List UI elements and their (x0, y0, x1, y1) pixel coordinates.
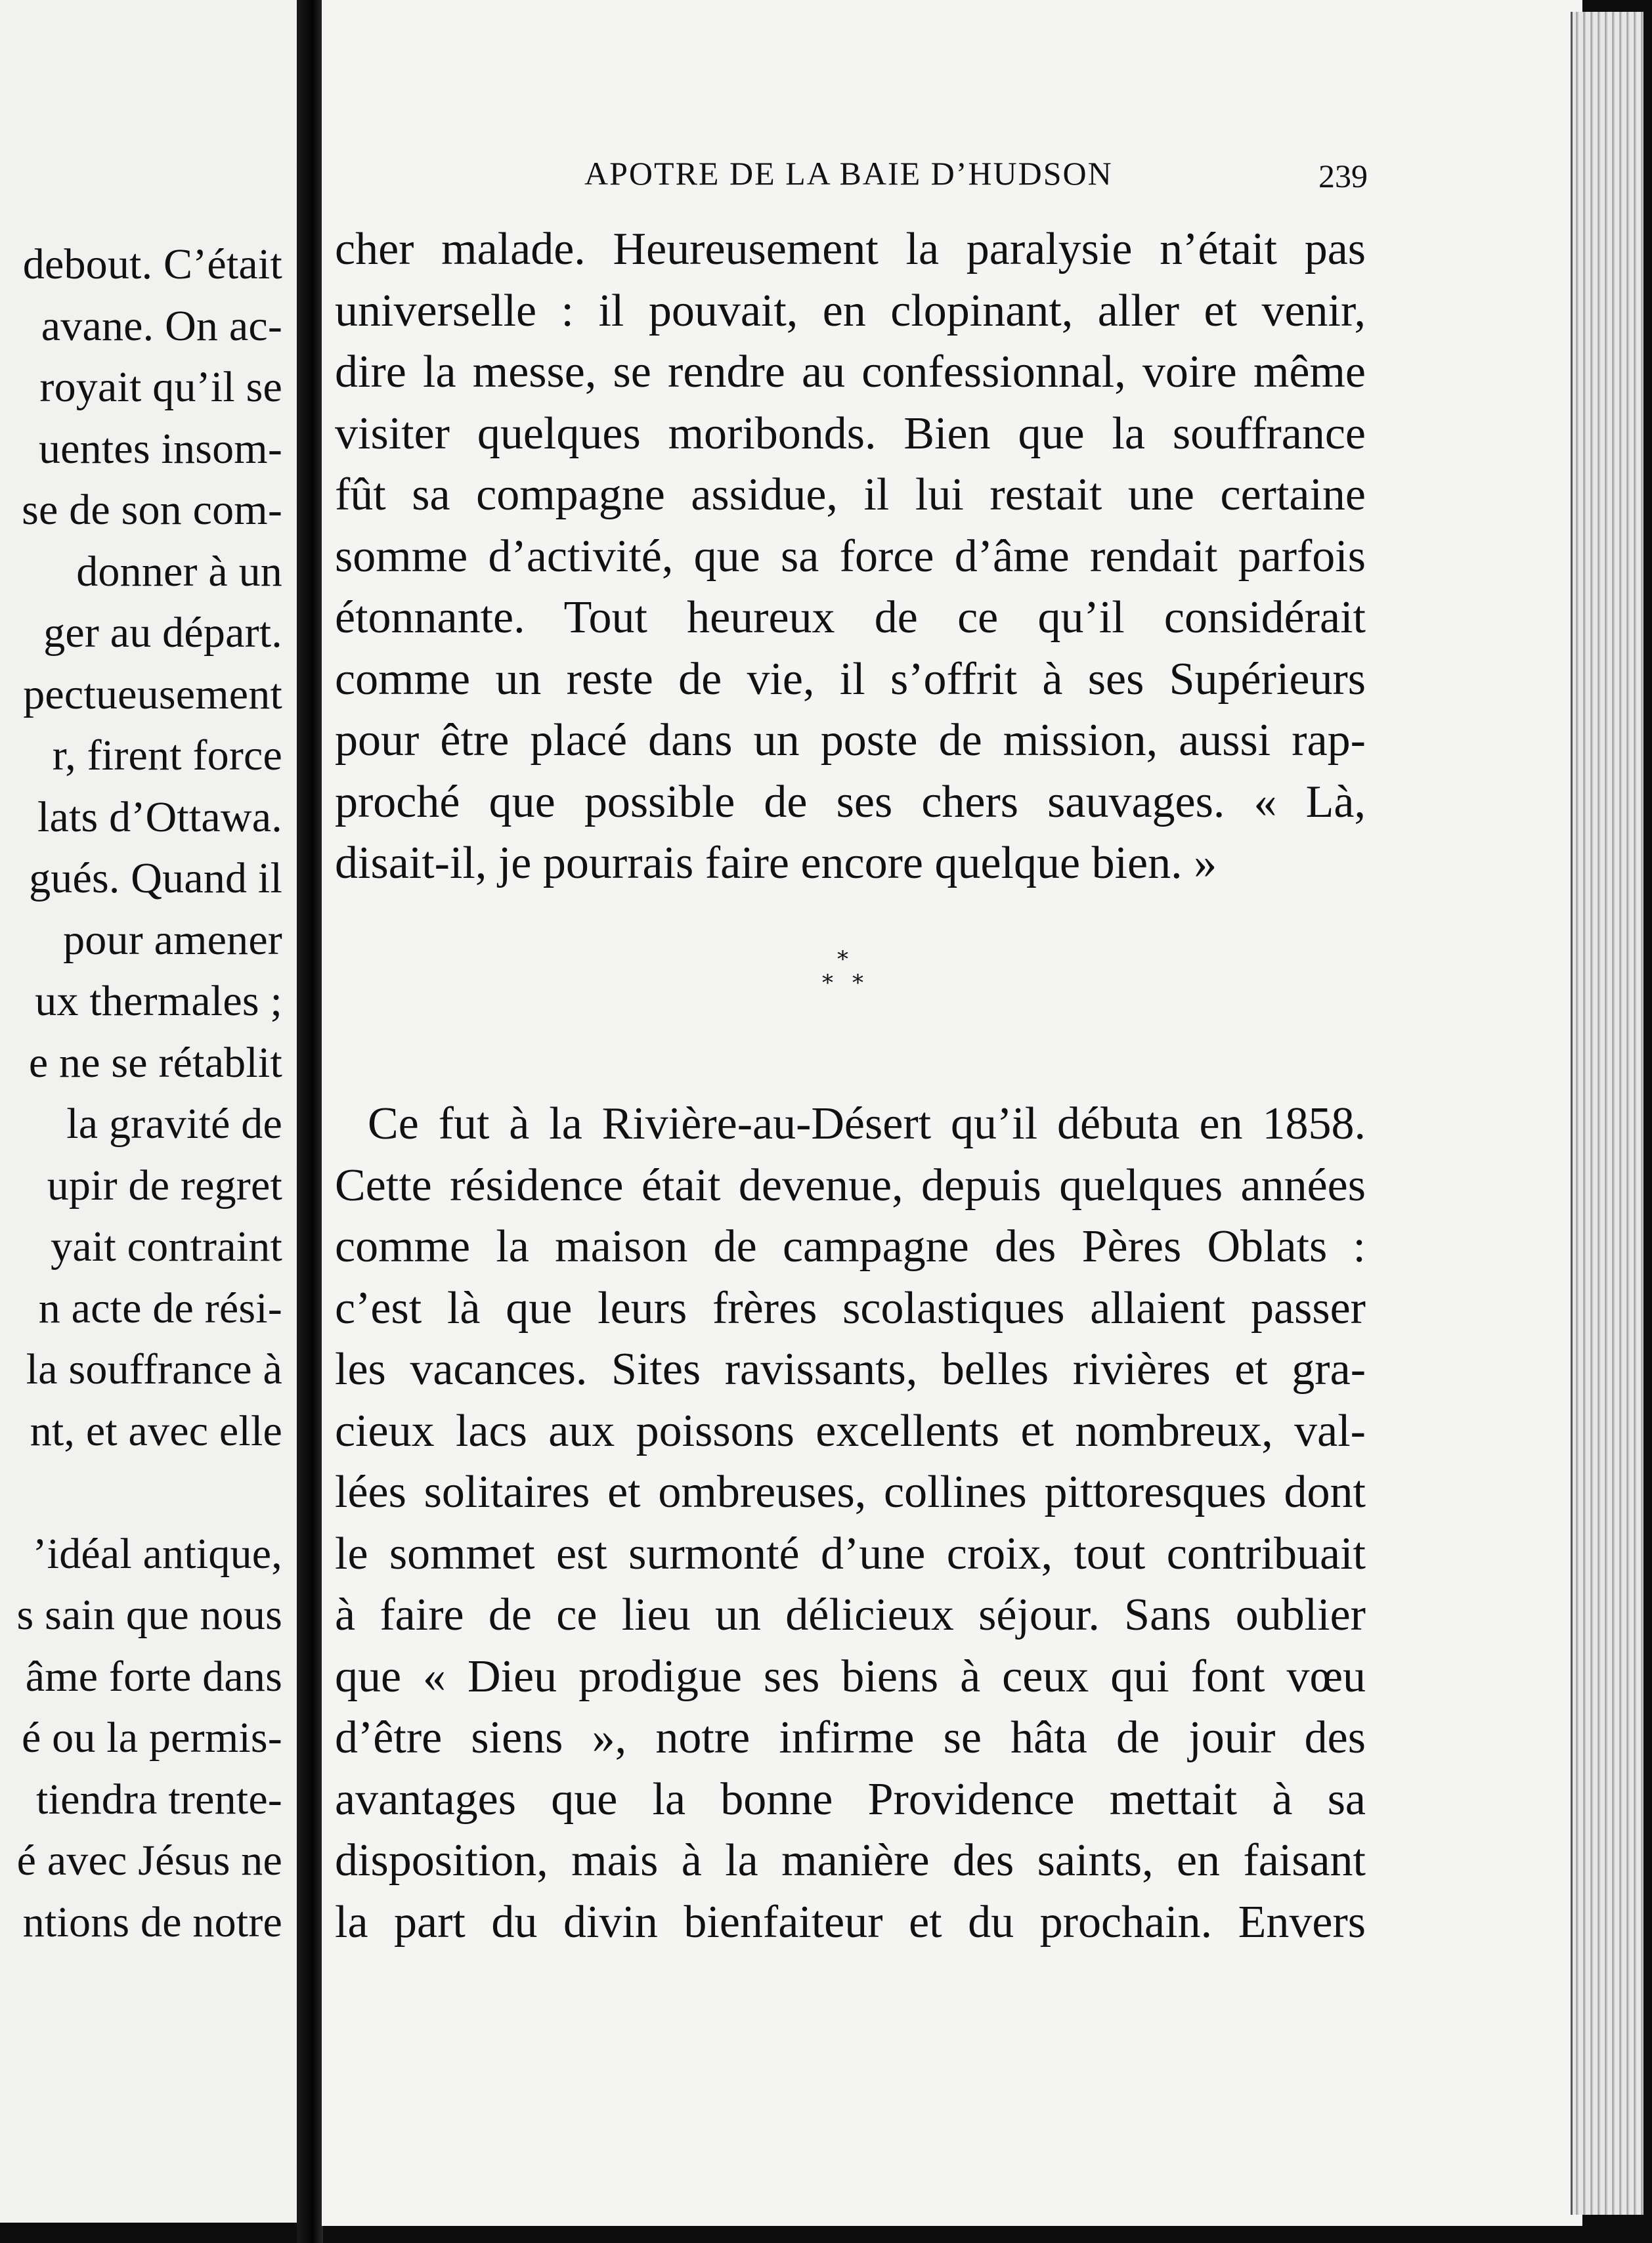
text-line: disait-il, je pourrais faire encore quelque bien. » (335, 838, 1217, 888)
text-line: que « Dieu prodigue ses biens à ceux qui font vœu (335, 1651, 1366, 1702)
page-number: 239 (1318, 158, 1368, 194)
page-header (322, 154, 1582, 207)
left-page-line: ’idéal antique, (32, 1529, 282, 1578)
left-page-line: pectueusement (23, 670, 282, 718)
left-page-line: e ne se rétablit (28, 1038, 282, 1087)
left-page-line: la gravité de (66, 1100, 282, 1148)
left-page-line: yait contraint (51, 1223, 282, 1271)
left-page-line: debout. C’était (22, 240, 282, 288)
left-page-line: é avec Jésus ne (16, 1837, 282, 1884)
text-line: pour être placé dans un poste de mission, aussi rap- (335, 715, 1366, 766)
left-page-line: la souffrance à (26, 1345, 282, 1393)
text-line: somme d’activité, que sa force d’âme rendait parfois (335, 531, 1366, 582)
left-page-line: se de son com- (22, 486, 282, 534)
page-edges (1571, 12, 1643, 2215)
text-line: lées solitaires et ombreuses, collines pittoresques dont (335, 1467, 1366, 1517)
text-line: d’être siens », notre infirme se hâta de jouir des (335, 1712, 1366, 1763)
left-page-line: nt, et avec elle (30, 1406, 282, 1455)
text-line: proché que possible de ses chers sauvages. « Là, (335, 776, 1366, 827)
left-page-line: âme forte dans (25, 1652, 282, 1701)
svg-text:*: * (837, 946, 848, 972)
text-line: à faire de ce lieu un délicieux séjour. Sans oublier (335, 1590, 1366, 1640)
text-line: fût sa compagne assidue, il lui restait une certaine (335, 469, 1366, 520)
left-page-line: n acte de rési- (38, 1284, 282, 1332)
left-page-line: uentes insom- (38, 424, 282, 473)
text-line: disposition, mais à la manière des saints, en faisant (335, 1835, 1366, 1886)
text-line: avantages que la bonne Providence mettait à sa (335, 1774, 1366, 1825)
text-line: les vacances. Sites ravissants, belles rivières et gra- (335, 1344, 1366, 1395)
left-page-line: lats d’Ottawa. (37, 793, 282, 841)
left-page-line: é ou la permis- (21, 1714, 282, 1762)
book-gutter (297, 0, 323, 2243)
svg-text:*: * (852, 970, 863, 996)
text-line: le sommet est surmonté d’une croix, tout contribuait (335, 1528, 1366, 1579)
text-line: Ce fut à la Rivière-au-Désert qu’il débuta en 1858. (368, 1099, 1366, 1149)
svg-text:*: * (822, 970, 833, 996)
text-line: cher malade. Heureusement la paralysie n’était pas (335, 224, 1366, 274)
text-line: comme la maison de campagne des Pères Oblats : (335, 1221, 1366, 1272)
left-page-fragment (0, 0, 303, 2223)
left-page-line: ntions de notre (22, 1898, 282, 1946)
text-line: universelle : il pouvait, en clopinant, aller et venir, (335, 285, 1366, 336)
text-line: Cette résidence était devenue, depuis quelques années (335, 1160, 1366, 1211)
asterism-separator (801, 946, 880, 1005)
left-page-line: donner à un (76, 547, 282, 596)
left-page-line: ger au départ. (43, 609, 282, 657)
text-line: cieux lacs aux poissons excellents et nombreux, val- (335, 1405, 1366, 1456)
left-page-line: gués. Quand il (29, 854, 282, 902)
text-line: dire la messe, se rendre au confessionnal, voire même (335, 347, 1366, 397)
text-line: visiter quelques moribonds. Bien que la souffrance (335, 408, 1366, 459)
left-page-line: upir de regret (47, 1161, 282, 1209)
running-head: APOTRE DE LA BAIE D’HUDSON (584, 155, 1113, 192)
left-page-line: pour amener (63, 915, 282, 964)
left-page-line: avane. On ac- (41, 301, 282, 350)
left-page-line: r, firent force (52, 731, 282, 779)
left-page-line: royait qu’il se (39, 363, 282, 411)
paragraph-1 (335, 219, 1366, 894)
left-page-line: ux thermales ; (35, 977, 282, 1025)
left-page-line: s sain que nous (16, 1591, 282, 1639)
paragraph-2 (335, 1093, 1366, 1953)
text-line: la part du divin bienfaiteur et du prochain. Envers (335, 1896, 1366, 1948)
text-line: c’est là que leurs frères scolastiques allaient passer (335, 1282, 1366, 1334)
text-line: comme un reste de vie, il s’offrit à ses Supérieurs (335, 653, 1366, 705)
left-page-line: tiendra trente- (36, 1775, 282, 1823)
text-line: étonnante. Tout heureux de ce qu’il considérait (335, 592, 1366, 643)
right-page (322, 0, 1582, 2226)
